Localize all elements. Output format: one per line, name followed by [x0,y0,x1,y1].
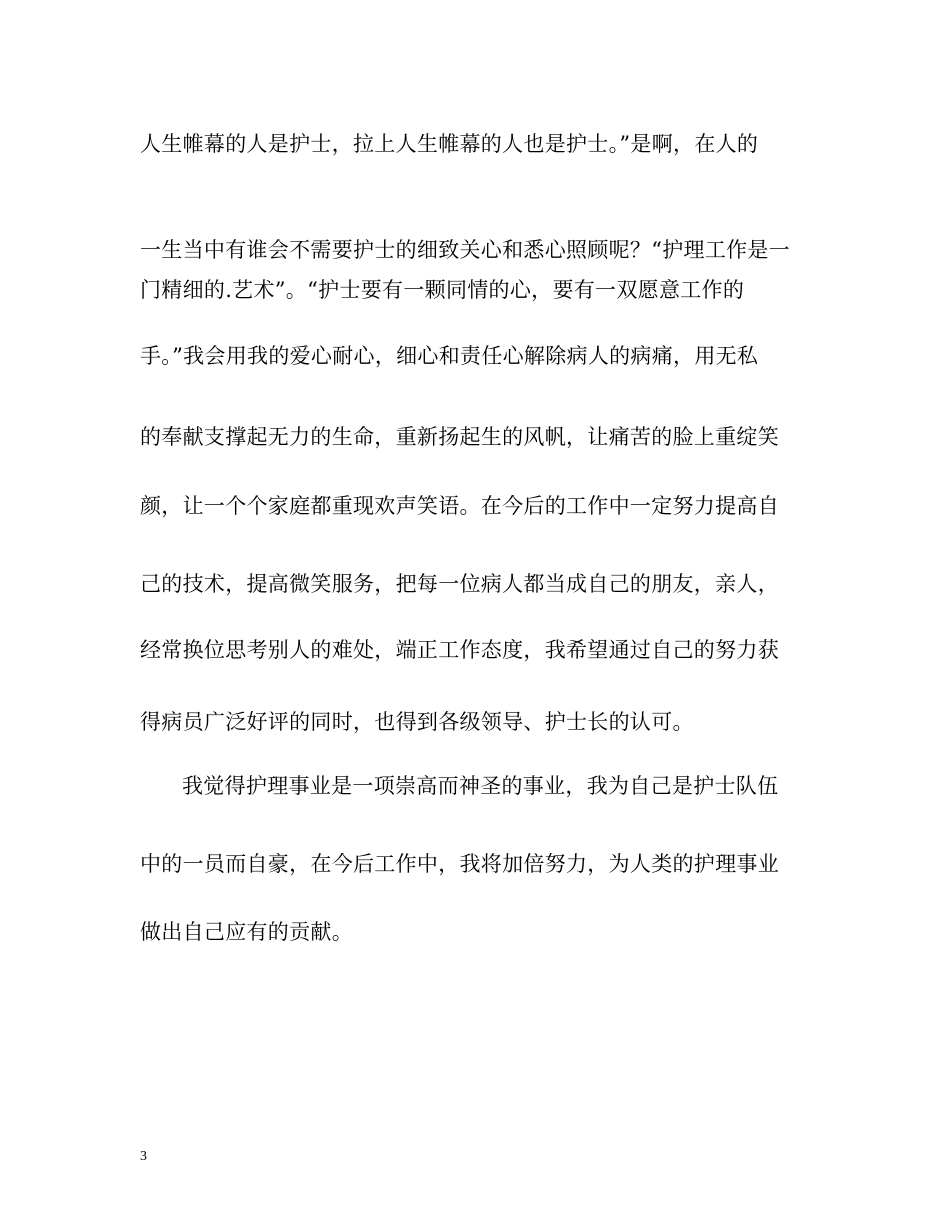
text-line: 做出自己应有的贡献。 [140,920,353,944]
text-line: 门精细的.艺术”。“护士要有一颗同情的心，要有一双愿意工作的 [140,278,745,302]
text-line: 的奉献支撑起无力的生命，重新扬起生的风帆，让痛苦的脸上重绽笑 [140,425,779,449]
text-line: 得病员广泛好评的同时，也得到各级领导、护士长的认可。 [140,710,694,734]
text-line-indented: 我觉得护理事业是一项崇高而神圣的事业，我为自己是护士队伍 [182,774,779,798]
text-line: 颜，让一个个家庭都重现欢声笑语。在今后的工作中一定努力提高自 [140,494,779,518]
text-line: 人生帷幕的人是护士，拉上人生帷幕的人也是护士。”是啊，在人的 [140,132,759,156]
page-number: 3 [140,1149,147,1164]
text-line: 手。”我会用我的爱心耐心，细心和责任心解除病人的病痛，用无私 [140,344,759,368]
text-line: 己的技术，提高微笑服务，把每一位病人都当成自己的朋友，亲人， [140,572,779,596]
text-line: 中的一员而自豪，在今后工作中，我将加倍努力，为人类的护理事业 [140,852,779,876]
text-line: 经常换位思考别人的难处，端正工作态度，我希望通过自己的努力获 [140,638,779,662]
text-line: 一生当中有谁会不需要护士的细致关心和悉心照顾呢？“护理工作是一 [140,238,791,262]
